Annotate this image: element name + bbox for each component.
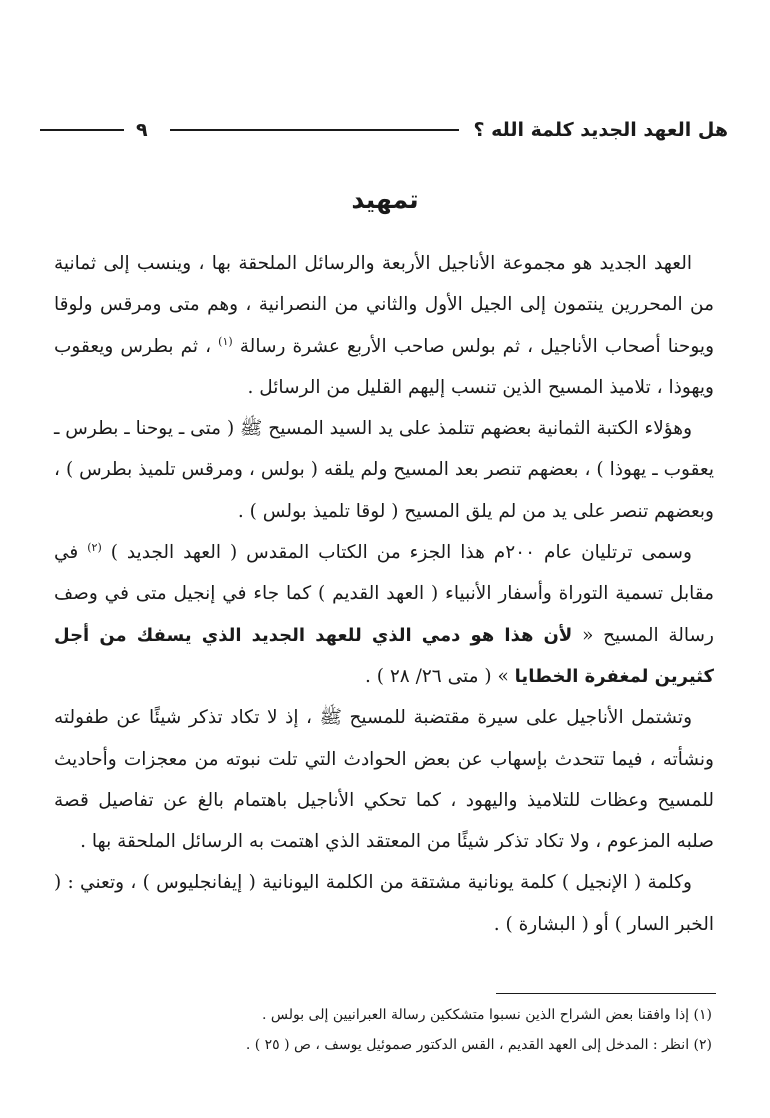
paragraph-1-text: العهد الجديد هو مجموعة الأناجيل الأربعة والرسائل الملحقة بها ، وينسب إلى ثمانية من المحررين ينتمون إلى الجيل الأول والثاني من النصرانية ، وهم متى ومرقس ولوقا ويوحنا أصحاب الأناجيل ، ثم بولس صاحب الأربع عشرة رسالة (54, 253, 714, 357)
paragraph-1-text-end: ، ثم بطرس ويعقوب ويهوذا ، تلاميذ المسيح الذين تنسب إليهم القليل من الرسائل . (54, 335, 714, 398)
footnote-1: (١) إذا وافقنا بعض الشراح الذين نسبوا متشككين رسالة العبرانيين إلى بولس . (261, 1007, 712, 1023)
section-title: تمهيد (351, 185, 419, 214)
page-number: ٩ (136, 119, 148, 141)
paragraph-1 (54, 243, 714, 408)
body-text (54, 243, 714, 945)
paragraph-4: وتشتمل الأناجيل على سيرة مقتضبة للمسيح ﷺ ، إذ لا تكاد تذكر شيئًا عن طفولته ونشأته ، فيما تتحدث بإسهاب عن بعض الحوادث التي تلت نبوته من معجزات وأحاديث للمسيح وعظات للتلاميذ واليهود ، كما تحكي الأناجيل باهتمام بالغ عن تفاصيل قصة صلبه المزعوم ، ولا تكاد تذكر شيئًا من المعتقد الذي اهتمت به الرسائل الملحقة بها . (54, 707, 714, 853)
paragraph-2: وهؤلاء الكتبة الثمانية بعضهم تتلمذ على يد السيد المسيح ﷺ ( متى ـ يوحنا ـ بطرس ـ يعقوب ـ يهوذا ) ، بعضهم تنصر بعد المسيح ولم يلقه ( بولس ، ومرقس تلميذ بطرس ) ، وبعضهم تنصر على يد من لم يلق المسيح ( لوقا تلميذ بولس ) . (54, 418, 714, 522)
footnote-divider (496, 993, 716, 994)
footnote-ref-1: (١) (218, 334, 233, 348)
paragraph-3-text-mid: في مقابل تسمية التوراة وأسفار الأنبياء ( العهد القديم ) كما جاء في إنجيل متى في وصف رسالة المسيح « (54, 542, 714, 646)
paragraph-3-text: وسمى ترتليان عام ٢٠٠م هذا الجزء من الكتاب المقدس ( العهد الجديد ) (110, 542, 692, 564)
footnote-2: (٢) انظر : المدخل إلى العهد القديم ، القس الدكتور صموئيل يوسف ، ص ( ٢٥ ) . (245, 1037, 712, 1053)
paragraph-5: وكلمة ( الإنجيل ) كلمة يونانية مشتقة من الكلمة اليونانية ( إيفانجليوس ) ، وتعني : ( الخبر السار ) أو ( البشارة ) . (54, 872, 714, 935)
footnotes (60, 1000, 712, 1060)
running-header (40, 112, 728, 148)
header-rule-short (40, 129, 124, 131)
header-rule-long (170, 129, 460, 131)
footnote-ref-2: (٢) (87, 540, 102, 554)
paragraph-3 (54, 532, 714, 697)
paragraph-3-text-end: » ( متى ٢٦/ ٢٨ ) . (364, 665, 509, 687)
running-header-title: هل العهد الجديد كلمة الله ؟ (473, 119, 728, 141)
gospel-quote: لأن هذا هو دمي الذي للعهد الجديد الذي يسفك من أجل كثيرين لمغفرة الخطايا (54, 624, 714, 687)
